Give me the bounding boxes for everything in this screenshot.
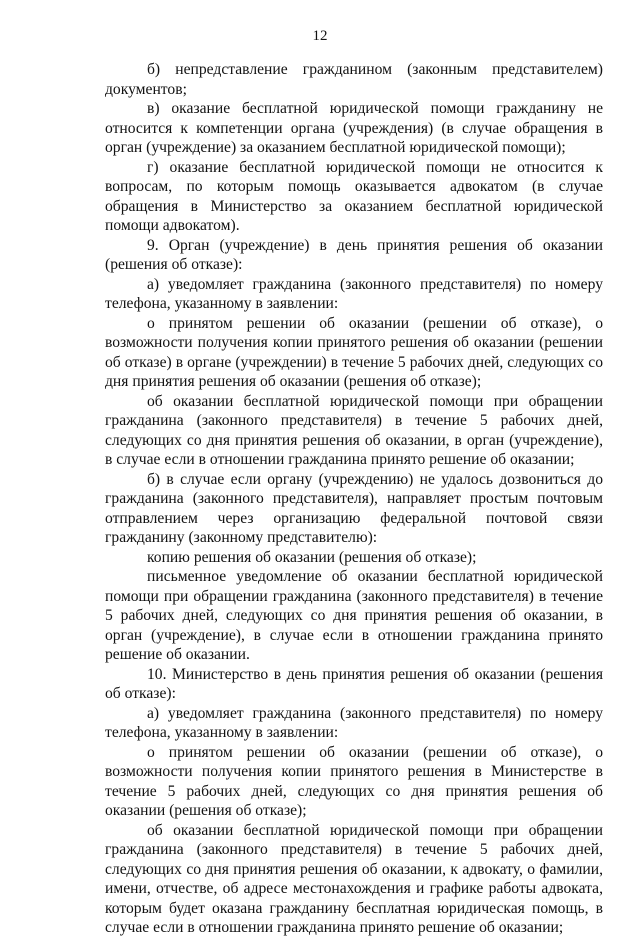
- paragraph-9b-written-notice: письменное уведомление об оказании бесплатной юридической помощи при обращении гражданина (законного представителя) в течение 5 рабочих дней, следующих со дня принятия решения об оказании, в орган (учреждение), в случае если в отношении гражданина принято решение об оказании.: [105, 568, 603, 663]
- page-number: 12: [312, 28, 328, 44]
- document-body: [105, 60, 603, 938]
- paragraph-10-ministry-notification: 10. Министерство в день принятия решения об оказании (решения об отказе):: [105, 665, 603, 702]
- paragraph-10a-phone-notification: а) уведомляет гражданина (законного представителя) по номеру телефона, указанному в заявлении:: [105, 704, 603, 741]
- paragraph-9a-decision-copy: о принятом решении об оказании (решении об отказе), о возможности получения копии принятого решения об оказании (решении об отказе) в органе (учреждении) в течение 5 рабочих дней, следующих со дня принятия решения об оказании (решения об отказе);: [105, 314, 603, 390]
- paragraph-10a-decision-copy: о принятом решении об оказании (решении об отказе), о возможности получения копии принятого решения в Министерстве в течение 5 рабочих дней, следующих со дня принятия решения об оказании (решения об отказе);: [105, 743, 603, 819]
- paragraph-v-not-competence: в) оказание бесплатной юридической помощи гражданину не относится к компетенции органа (учреждения) (в случае обращения в орган (учреждение) за оказанием бесплатной юридической помощи);: [105, 100, 603, 156]
- paragraph-b-non-submission: б) непредставление гражданином (законным представителем) документов;: [105, 61, 603, 98]
- paragraph-g-not-advocate-issue: г) оказание бесплатной юридической помощи не относится к вопросам, по которым помощь оказывается адвокатом (в случае обращения в Министерство за оказанием бесплатной юридической помощи адвокатом).: [105, 158, 603, 234]
- paragraph-9-organ-notification: 9. Орган (учреждение) в день принятия решения об оказании (решения об отказе):: [105, 236, 603, 273]
- paragraph-9b-decision-copy: копию решения об оказании (решения об отказе);: [147, 548, 477, 566]
- paragraph-9a-legal-aid: об оказании бесплатной юридической помощи при обращении гражданина (законного представителя) в течение 5 рабочих дней, следующих со дня принятия решения об оказании, в орган (учреждение), в случае если в отношении гражданина принято решение об оказании;: [105, 392, 603, 468]
- paragraph-10a-advocate-info: об оказании бесплатной юридической помощи при обращении гражданина (законного представителя) в течение 5 рабочих дней, следующих со дня принятия решения об оказании, к адвокату, о фамилии, имени, отчестве, об адресе местонахождения и графике работы адвоката, которым будет оказана гражданину бесплатная юридическая помощь, в случае если в отношении гражданина принято решение об оказании;: [105, 821, 603, 936]
- paragraph-9a-phone-notification: а) уведомляет гражданина (законного представителя) по номеру телефона, указанному в заявлении:: [105, 275, 603, 312]
- paragraph-9b-postal: б) в случае если органу (учреждению) не удалось дозвониться до гражданина (законного представителя), направляет простым почтовым отправлением через организацию федеральной почтовой связи гражданину (законному представителю):: [105, 470, 603, 546]
